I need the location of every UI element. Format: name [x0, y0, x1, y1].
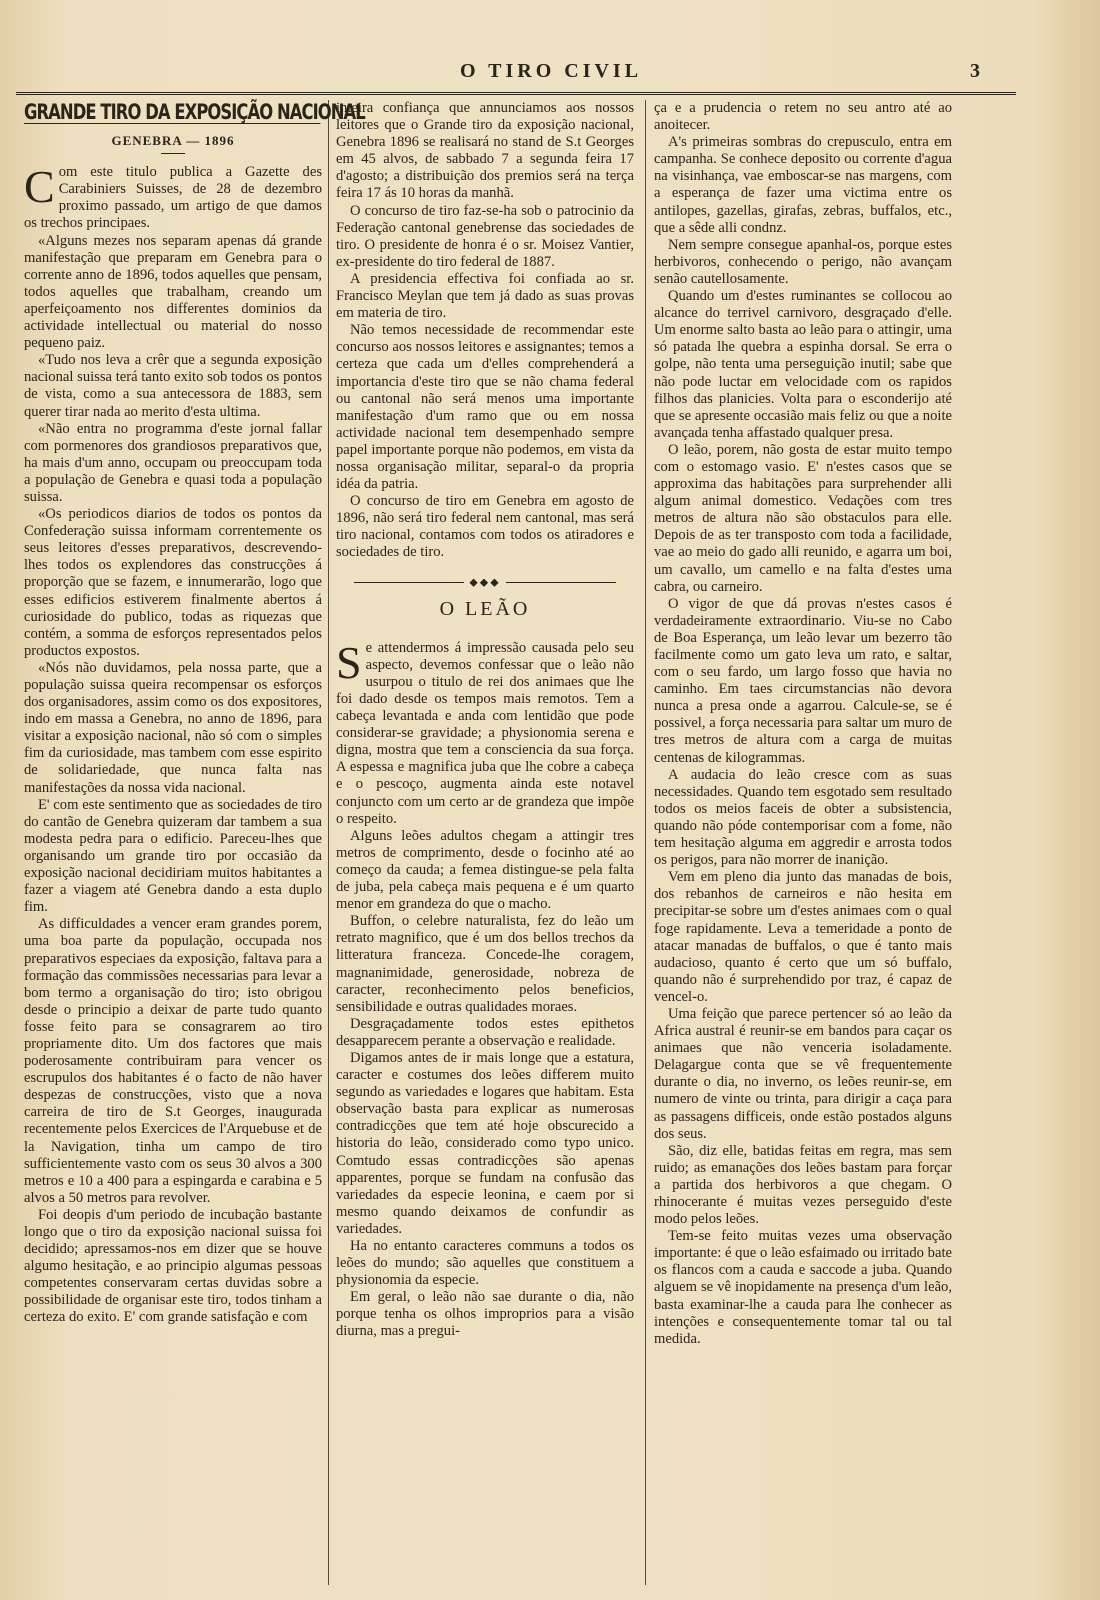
column-1	[24, 100, 365, 1327]
ornament-divider: ⬥⬥⬥	[336, 574, 634, 591]
article-body	[24, 161, 322, 1326]
paragraph: São, diz elle, batidas feitas em regra, mas sem ruido; as emanações dos leões bastam para forçar a partida dos herbivoros a que chegam. O rhinocerante é muitas vezes perseguido d'este modo pelos leões.	[654, 1142, 952, 1228]
paragraph: «Nós não duvidamos, pela nossa parte, que a população suissa queira recompensar os esforços dos organisadores, assim como os dos expositores, indo em massa a Genebra, no anno de 1896, para visitar a exposição nacional, não só com o simples fim da curiosidade, mas tambem com esse espirito de solidariedade, que nunca falta nas manifestações da nossa vida nacional.	[24, 659, 322, 796]
paragraph: om este titulo publica a Gazette des Carabiniers Suisses, de 28 de dezembro proximo passado, um artigo de que damos os trechos principaes.	[24, 164, 322, 232]
paragraph: Ha no entanto caracteres communs a todos os leões do mundo; são aquelles que constituem a physionomia da especie.	[336, 1238, 634, 1289]
paragraph: ça e a prudencia o retem no seu antro até ao anoitecer.	[654, 100, 952, 134]
paragraph: Digamos antes de ir mais longe que a estatura, caracter e costumes dos leões differem muito segundo as variedades e logares que habitam. Esta observação basta para explicar as numerosas contradicções que tem até hoje obscurecido a historia do leão, considerado como typo unico. Comtudo essas contradicções são apenas apparentes, porque se fundam na confusão das variedades da especie leonina, e caem por si mesmo quando deixamos de confundir as variedades.	[336, 1049, 634, 1237]
paragraph: E' com este sentimento que as sociedades de tiro do cantão de Genebra quizeram dar tambem a sua modesta pedra para o edificio. Pareceu-lhes que organisando um grande tiro por occasião da exposição nacional decidiriam muitos habitantes a fazer a viagem até Genebra dando a esta duplo fim.	[24, 796, 322, 916]
paragraph: Nem sempre consegue apanhal-os, porque estes herbivoros, conhecendo o perigo, não avançam senão cautellosamente.	[654, 236, 952, 287]
article-body	[336, 636, 634, 1341]
paragraph: «Alguns mezes nos separam apenas dá grande manifestação que preparam em Genebra para o corrente anno de 1896, todos aquelles que pensam, todos aquelles que trabalham, creando um aperfeiçoamento nos differentes dominios da actividade intellectual ou material do nosso pequeno paiz.	[24, 232, 322, 352]
paragraph: Tem-se feito muitas vezes uma observação importante: é que o leão esfaimado ou irritado bate os flancos com a cauda e saccode a juba. Quando alguem se vê inopidamente na presença d'um leão, basta examinar-lhe a cauda para lhe conhecer as intenções e consequentemente tomar tal ou tal medida.	[654, 1228, 952, 1347]
paragraph: O concurso de tiro faz-se-ha sob o patrocinio da Federação cantonal genebrense das sociedades de tiro. O presidente de honra é o sr. Moisez Vantier, ex-presidente do tiro federal de 1887.	[336, 202, 634, 270]
article-title: GRANDE TIRO DA EXPOSIÇÃO NACIONAL	[24, 100, 365, 124]
column-separator	[645, 100, 646, 1585]
header-rule	[16, 92, 1016, 95]
drop-cap: C	[24, 161, 55, 213]
paragraph: Não temos necessidade de recommendar este concurso aos nossos leitores e assignantes; temos a certeza que cada um d'elles comprehenderá a importancia d'este tiro que se não chama federal ou cantonal não será menos uma importante manifestação d'um ramo que ou em nossa actividade nacional tem desempenhado sempre papel importante porque não podemos, em vista da nossa organisação militar, separal-o da propria idéa da patria.	[336, 322, 634, 493]
paragraph: Foi deopis d'um periodo de incubação bastante longo que o tiro da exposição nacional suissa foi decidido; apressamos-nos em dizer que se houve algumo hesitação, e ao principio algumas pessoas competentes conservaram certas duvidas sobre a possibilidade de organisar este tiro, todos tinham a certeza do exito. E' com grande satisfação e com	[24, 1206, 322, 1326]
column-separator	[328, 100, 329, 1585]
paragraph: O vigor de que dá provas n'estes casos é verdadeiramente extraordinario. Viu-se no Cabo de Boa Esperança, um leão levar um bezerro tão facilmente como um gato leva um rato, e saltar, com o seu fardo, um largo fosso que havia no caminho. Em taes circumstancias não devora nunca a presa onde a agarrou. Calcule-se, se é possivel, a força necessaria para saltar um muro de tres metros de altura com a carga de muitas centenas de kilogrammas.	[654, 595, 952, 766]
paragraph: A presidencia effectiva foi confiada ao sr. Francisco Meylan que tem já dado as suas provas em materia de tiro.	[336, 270, 634, 322]
paragraph: Alguns leões adultos chegam a attingir tres metros de comprimento, desde o focinho até ao começo da cauda; a femea distingue-se pela falta de juba, pela cabeça mais pequena e é um quarto menor em grandeza do que o macho.	[336, 827, 634, 913]
column-3	[654, 100, 952, 1348]
masthead: O TIRO CIVIL	[459, 60, 643, 82]
paragraph: Quando um d'estes ruminantes se collocou ao alcance do terrivel carnivoro, desgraçado d'elle. Um enorme salto basta ao leão para o attingir, uma só patada lhe quebra a espinha dorsal. Se erra o golpe, não tenta uma perseguição inutil; sabe que não pode luctar em velocidade com os rapidos filhos das planicies. Volta para o esconderijo até que se apresente occasião mais feliz ou que a noite avançada tenha affastado qualquer presa.	[654, 288, 952, 441]
paragraph: Buffon, o celebre naturalista, fez do leão um retrato magnifico, que é um dos bellos trechos da litteratura franceza. Concede-lhe coragem, magnanimidade, generosidade, nobreza de caracter, reconhecimento pelos beneficios, sensibilidade e outras qualidades moraes.	[336, 913, 634, 1015]
page-number: 3	[970, 60, 980, 82]
paragraph: «Os periodicos diarios de todos os pontos da Confederação suissa informam correntemente os seus leitores d'esses preparativos, descrevendo-lhes todos os explendores das construcções á proporção que se fazem, e innumerarão, logo que esses edificios estiverem finalmente abertos á curiosidade do publico, todas as riquezas que contém, a somma de esforços representados pelos productos expostos.	[24, 506, 322, 659]
paragraph: «Tudo nos leva a crêr que a segunda exposição nacional suissa terá tanto exito sob todos os pontos de vista, como a sua antecessora de 1883, sem querer tirar nada ao merito d'esta ultima.	[24, 352, 322, 420]
paragraph: Desgraçadamente todos estes epithetos desapparecem perante a observação e realidade.	[336, 1015, 634, 1049]
paragraph: Em geral, o leão não sae durante o dia, não porque tenha os olhos improprios para a visão diurna, mas a pregui-	[336, 1289, 634, 1340]
paragraph: A's primeiras sombras do crepusculo, entra em campanha. Se conhece deposito ou corrente d'agua na visinhança, vae emboscar-se nas margens, com a esperança de fazer uma victima entre os antilopes, gazellas, girafas, zebras, buffalos, etc., que a sêde alli condnz.	[654, 134, 952, 236]
paragraph: Uma feição que parece pertencer só ao leão da Africa austral é reunir-se em bandos para caçar os animaes que não venceria isoladamente. Delagargue conta que se vê frequentemente durante o dia, no inverno, os leões reunir-se, em numero de vinte ou trinta, para dirigir a caça para as passagens difficeis, onde estão postados alguns dos seus.	[654, 1005, 952, 1142]
paragraph: «Não entra no programma d'este jornal fallar com pormenores dos grandiosos preparativos que, ha mais d'um anno, occupam ou preoccupam toda a população de Genebra e quasi toda a população suissa.	[24, 420, 322, 505]
paragraph: O concurso de tiro em Genebra em agosto de 1896, não será tiro federal nem cantonal, mas será tiro nacional, contamos com todos os atiradores e sociedades de tiro.	[336, 493, 634, 561]
paragraph: A audacia do leão cresce com as suas necessidades. Quando tem esgotado sem resultado todos os meios faceis de obter a subsistencia, quando não póde contemporisar com a fome, não tem hesitação alguma em aggredir e arrosta todos os perigos, para não morrer de inanição.	[654, 766, 952, 869]
drop-cap: S	[336, 636, 362, 688]
article-title: O LEÃO	[439, 597, 531, 620]
paragraph: O leão, porem, não gosta de estar muito tempo com o estomago vasio. E' n'estes casos que se approxima das habitações para surprehender alli algum animal domestico. Vedações com tres metros de altura não são obstaculos para elle. Depois de as ter transposto com toda a facilidade, vae ao meio do gado alli reunido, e agarra um boi, um cavallo, um camello e na falta d'estes uma cabra, ou carneiro.	[654, 441, 952, 595]
paragraph: As difficuldades a vencer eram grandes porem, uma boa parte da população, occupada nos preparativos especiaes da exposição, faltava para a formação das commissões necessarias para levar a bom termo a organisação do tiro; isto obrigou desde o principio a deixar de parte tudo quanto fosse feito para se consagrarem ao tiro propriamente dito. Um dos factores que mais poderosamente contribuiram para vencer os escrupulos dos habitantes é o facto de não haver despezas de construcções, visto que a nova carreira de tiro de S.t Georges, inaugurada recentemente pelos Exercices de l'Arquebuse et de la Navigation, tinha um campo de tiro sufficientemente vasto com os seus 30 alvos a 300 metros e 10 a 400 para a espingarda e carabina e 5 alvos a 50 metros para revolver.	[24, 916, 322, 1206]
paragraph: inteira confiança que annunciamos aos nossos leitores que o Grande tiro da exposição nacional, Genebra 1896 se realisará no stand de S.t Georges em 45 alvos, de sabbado 7 a segunda feira 17 d'agosto; a distribuição dos premios será na terça feira 17 ás 10 horas da manhã.	[336, 100, 634, 202]
divider	[161, 153, 185, 154]
paragraph: Vem em pleno dia junto das manadas de bois, dos rebanhos de carneiros e não hesita em precipitar-se sobre um d'estes animaes com o qual foge rapidamente. Leva a temeridade a ponto de atacar manadas de buffalos, o que é tanto mais audacioso, quanto é certo que um só buffalo, quando não é surprehendido por traz, é capaz de vencel-o.	[654, 869, 952, 1005]
page-header	[16, 56, 1086, 92]
paragraph: e attendermos á impressão causada pelo seu aspecto, devemos confessar que o leão não usurpou o titulo de rei dos animaes que lhe foi dado desde os tempos mais remotos. Tem a cabeça levantada e anda com lentidão que pode considerar-se gravidade; a physionomia serena e digna, mostra que tem a consciencia da sua força. A espessa e magnifica juba que lhe cobre a cabeça e o pescoço, augmenta ainda este notavel conjuncto com um certo ar de grandeza que impõe o respeito.	[336, 639, 634, 827]
article-subtitle: GENEBRA — 1896	[111, 133, 235, 149]
column-2	[336, 100, 634, 1341]
